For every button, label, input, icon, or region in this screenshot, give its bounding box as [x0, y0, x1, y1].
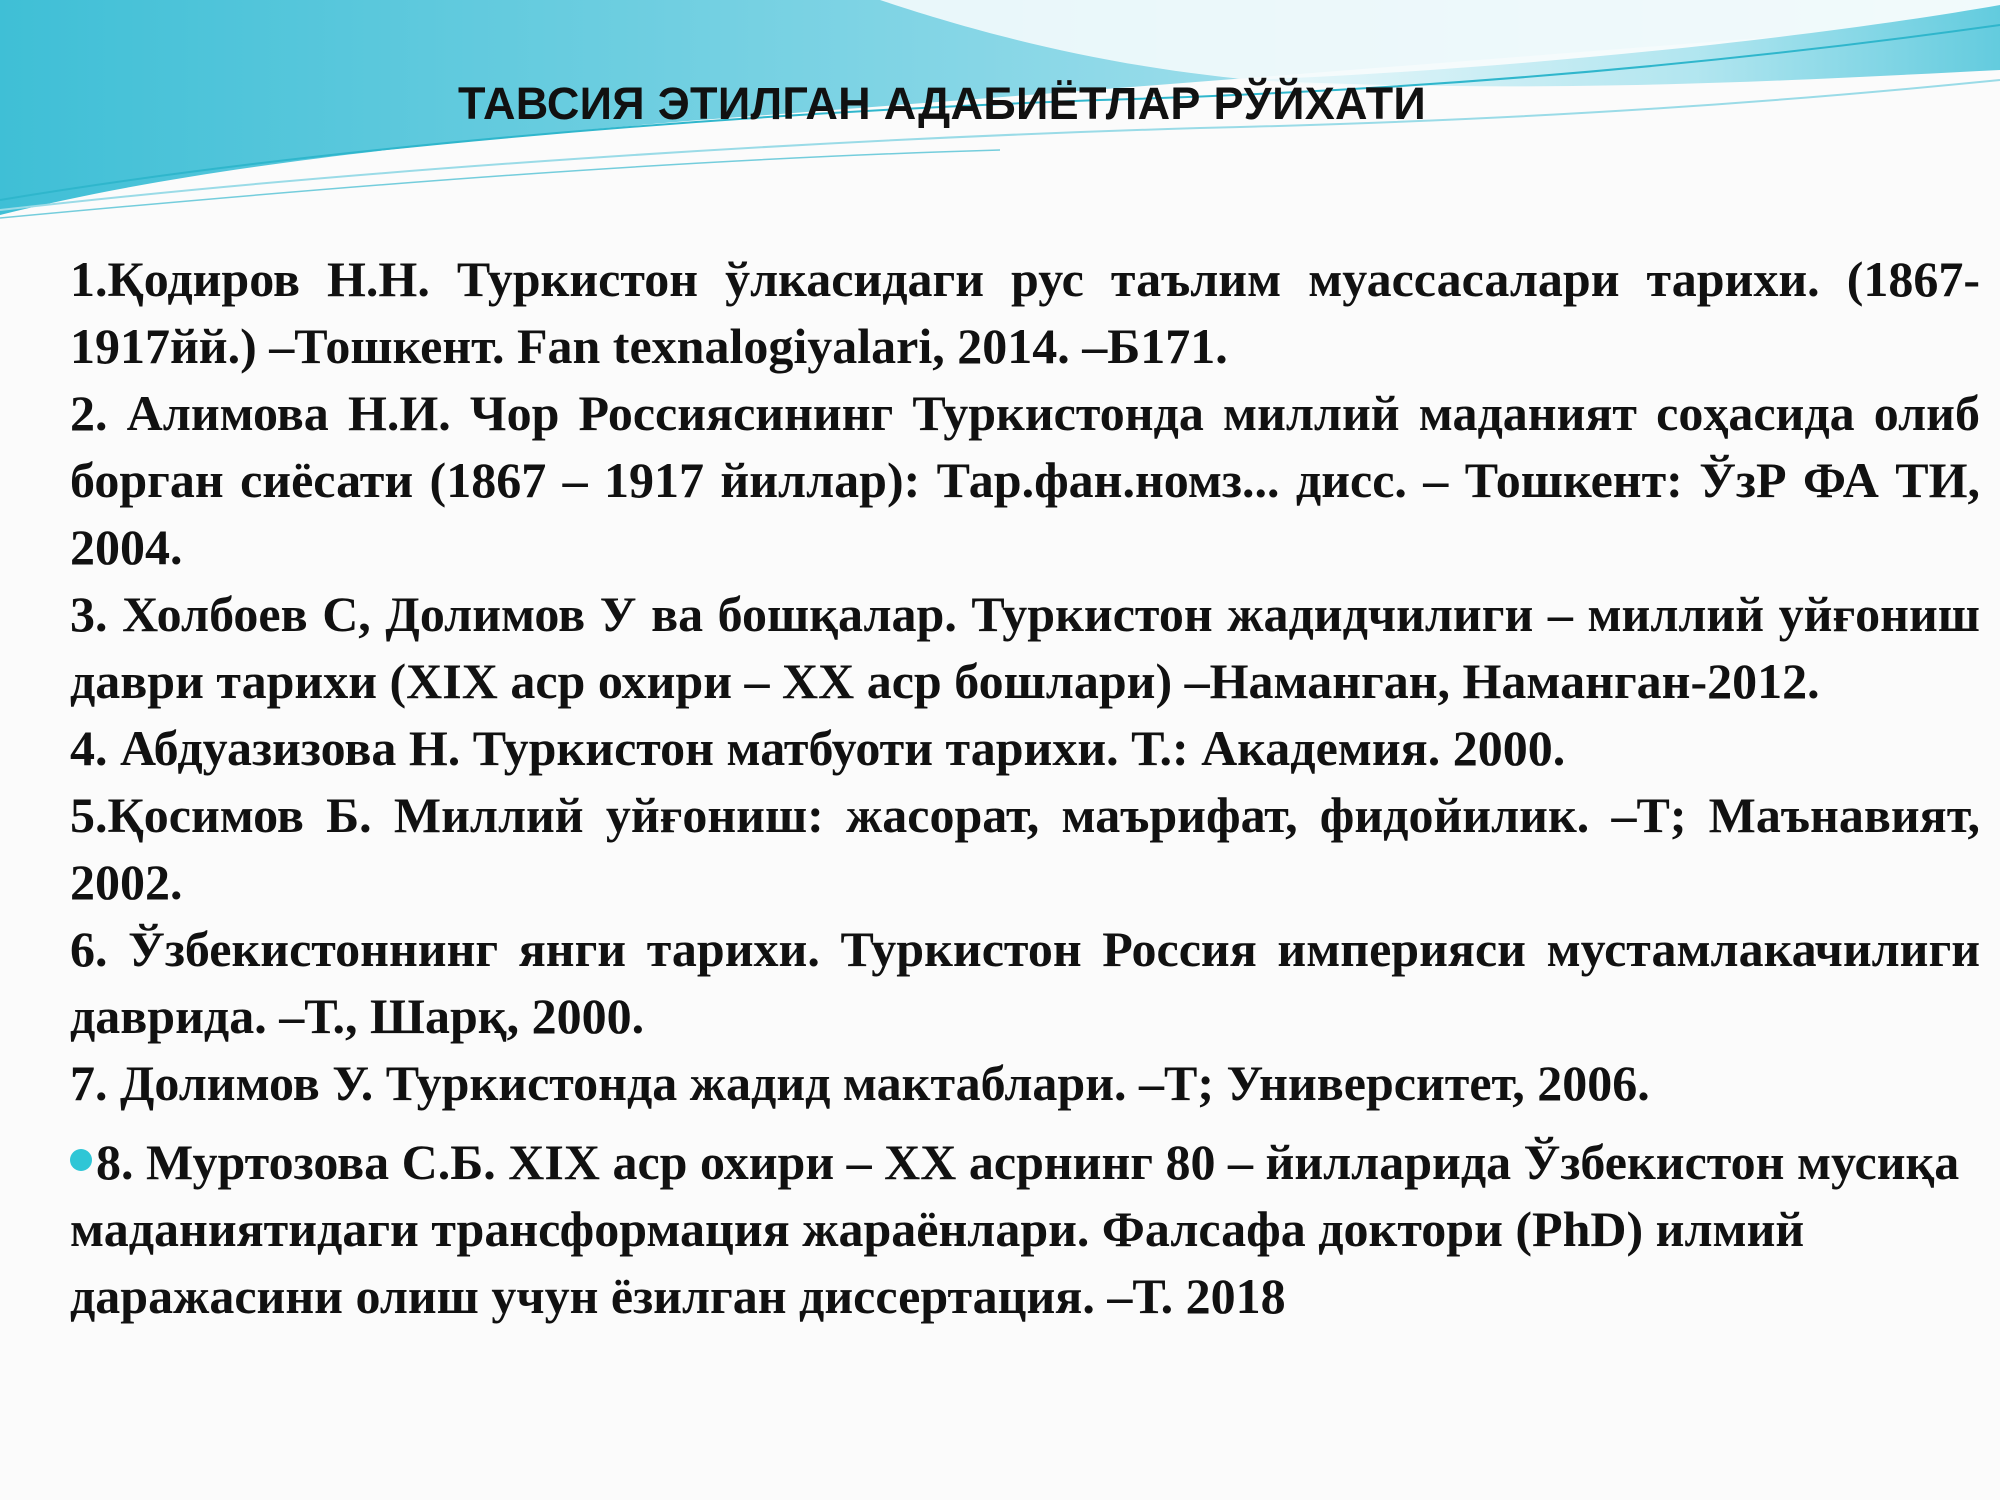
reference-item-3: 3. Холбоев С, Долимов У ва бошқалар. Туркистон жадидчилиги – миллий уйғониш даври тарихи (XIX аср охири – XX аср бошлари) –Наманган, Наманган-2012. — [70, 586, 1980, 709]
reference-item-5: 5.Қосимов Б. Миллий уйғониш: жасорат, маърифат, фидойилик. –Т; Маънавият, 2002. — [70, 787, 1980, 910]
reference-item-4: 4. Абдуазизова Н. Туркистон матбуоти тарихи. Т.: Академия. 2000. — [70, 720, 1566, 776]
reference-item-8 — [70, 1129, 1980, 1330]
reference-item-1: 1.Қодиров Н.Н. Туркистон ўлкасидаги рус таълим муассасалари тарихи. (1867-1917йй.) –Тошкент. Fan texnalogiyalari, 2014. –Б171. — [70, 251, 1980, 374]
bullet-icon — [70, 1149, 92, 1171]
reference-list — [70, 246, 1980, 1330]
reference-item-7: 7. Долимов У. Туркистонда жадид мактаблари. –Т; Университет, 2006. — [70, 1055, 1650, 1111]
page-title: ТАВСИЯ ЭТИЛГАН АДАБИЁТЛАР РЎЙХАТИ — [458, 78, 1427, 129]
reference-item-2: 2. Алимова Н.И. Чор Россиясининг Туркистонда миллий маданият соҳасида олиб борган сиёсати (1867 – 1917 йиллар): Тар.фан.номз... дисс. – Тошкент: ЎзР ФА ТИ, 2004. — [70, 385, 1980, 575]
reference-item-8-text: 8. Муртозова С.Б. XIX аср охири – XX асрнинг 80 – йилларида Ўзбекистон мусиқа маданиятидаги трансформация жараёнлари. Фалсафа доктори (PhD) илмий даражасини олиш учун ёзилган диссертация. –Т. 2018 — [70, 1134, 1960, 1324]
reference-item-6: 6. Ўзбекистоннинг янги тарихи. Туркистон Россия империяси мустамлакачилиги даврида. –Т., Шарқ, 2000. — [70, 921, 1980, 1044]
